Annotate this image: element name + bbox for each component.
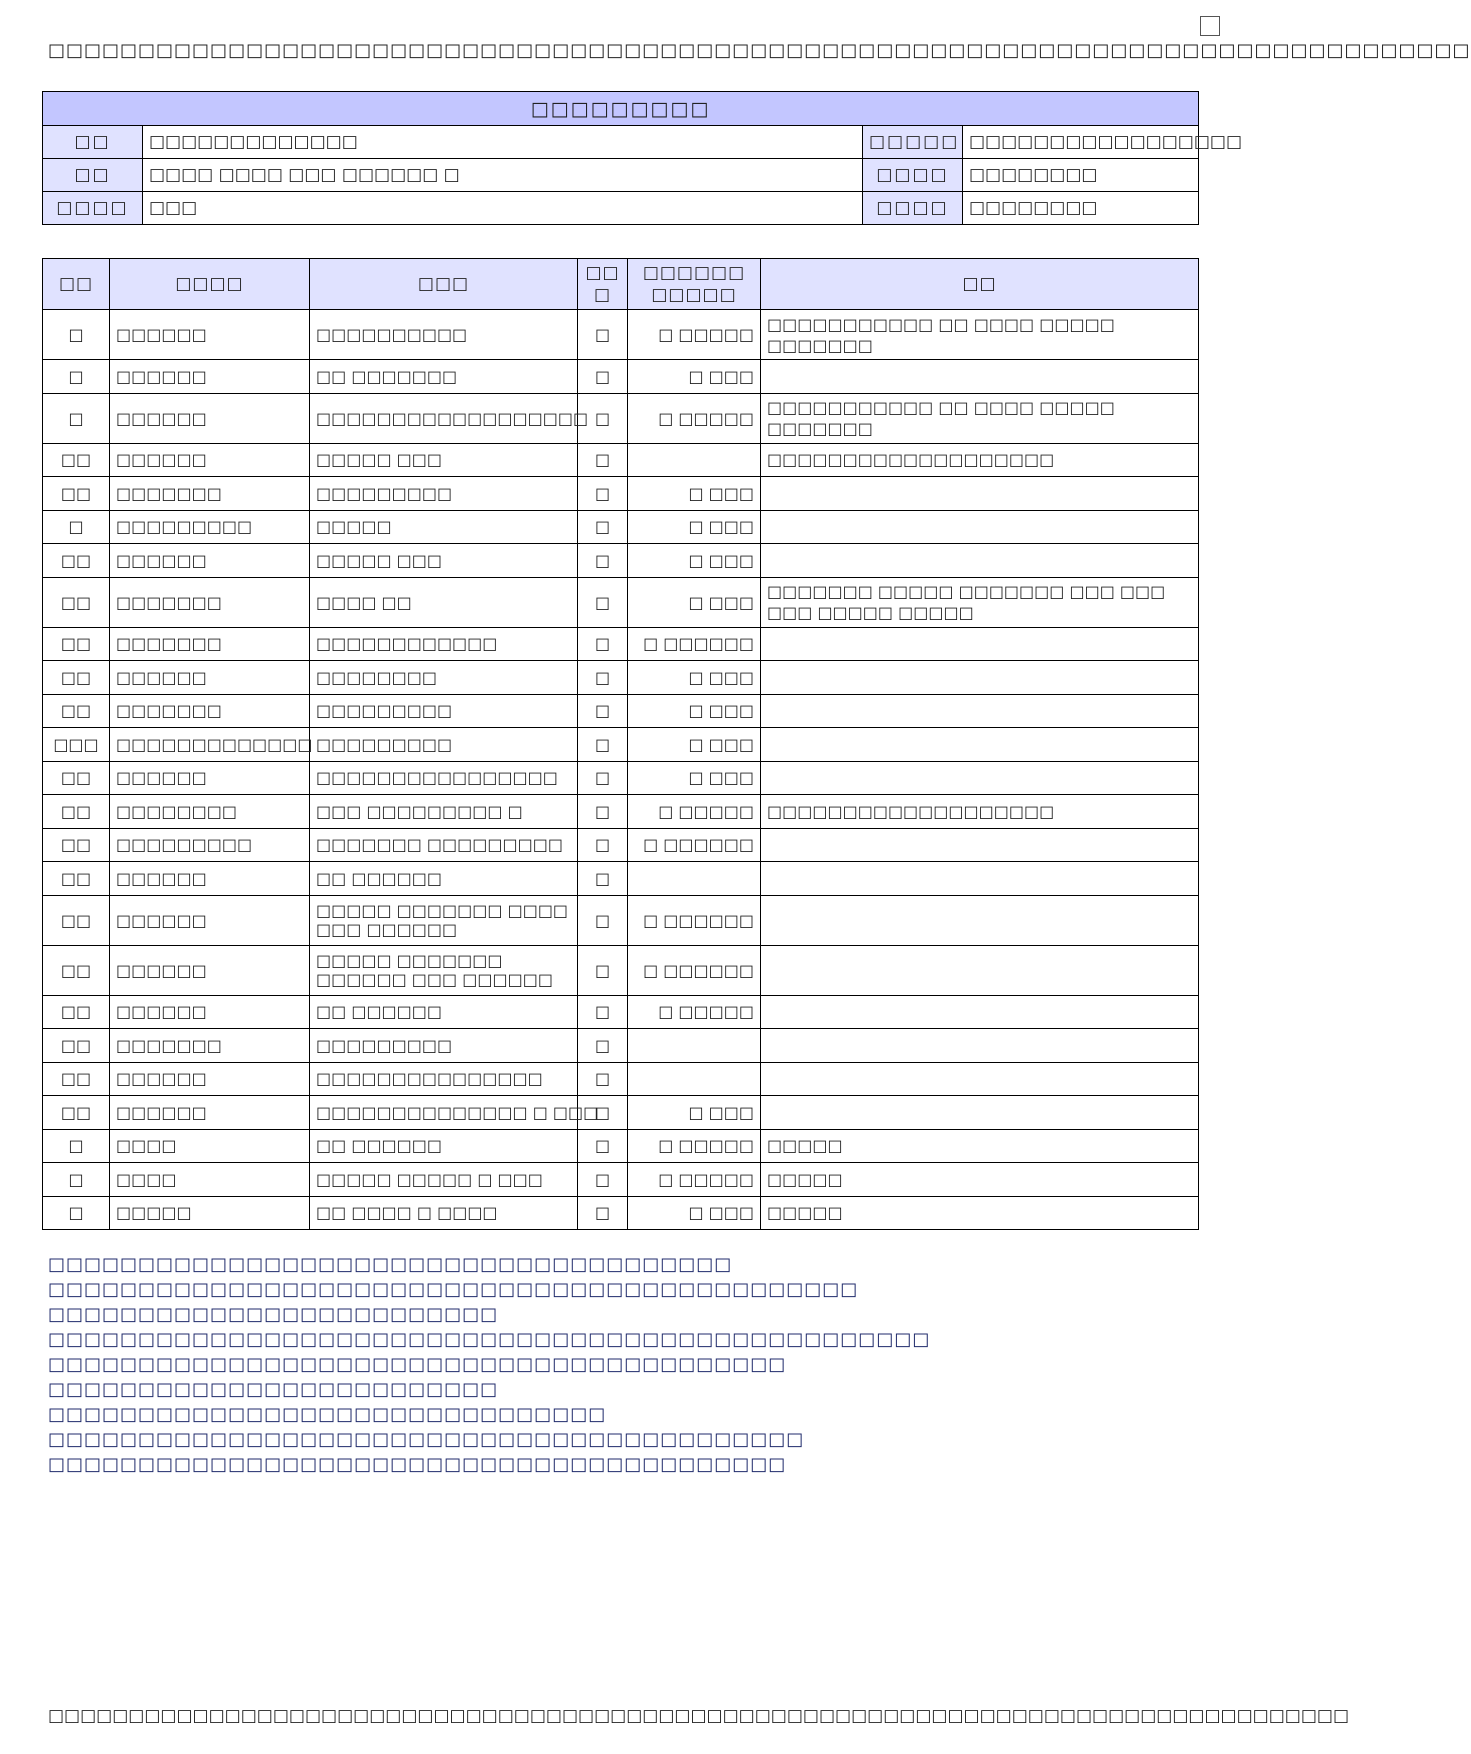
row-code: □□□□□□ [110,995,310,1029]
row-code: □□□□□□□□□ [110,828,310,862]
table-row [43,795,1199,829]
row-index: □□ [43,995,110,1029]
info-label: □□ [43,126,143,159]
row-code: □□□□□□□□ [110,795,310,829]
row-note [761,360,1199,394]
row-code: □□□□□□□ [110,477,310,511]
row-name: □□ □□□□□□□ [310,360,578,394]
row-note [761,477,1199,511]
data-table [42,258,1199,1230]
row-index: □□ [43,544,110,578]
row-name: □□ □□□□□□ [310,1129,578,1163]
note-line: □□□□□□□□□□□□□□□□□□□□□□□□□ [48,1304,499,1325]
row-note [761,1096,1199,1130]
row-code: □□□□ [110,1129,310,1163]
row-note [761,544,1199,578]
row-index: □□ [43,1062,110,1096]
note-line: □□□□□□□□□□□□□□□□□□□□□□□□□□□□□□□□□□□□□□□□□ [48,1354,787,1375]
row-name: □□□□□□□□□□□□□□□□ [310,761,578,795]
info-value: □□□□□□□□□□□□□ [143,126,863,159]
table-row [43,443,1199,477]
column-header: □□□ [310,259,578,310]
row-mark: □ [578,945,628,995]
row-code: □□□□□□ [110,310,310,360]
info-value: □□□□□□□□□□□□□□□□□ [963,126,1199,159]
table-row [43,1196,1199,1230]
note-line: □□□□□□□□□□□□□□□□□□□□□□□□□□□□□□□□□□□□□□□□□□ [48,1429,805,1450]
table-row [43,393,1199,443]
row-name: □□□□□ □□□ [310,443,578,477]
info-label: □□□□ [863,159,963,192]
row-note [761,945,1199,995]
row-name: □□□□ □□ [310,577,578,627]
row-code: □□□□□□□ [110,1029,310,1063]
row-mark: □ [578,1096,628,1130]
row-index: □□ [43,761,110,795]
row-code: □□□□□□ [110,443,310,477]
info-value: □□□□□□□□ [963,159,1199,192]
row-code: □□□□□□□□□□□□□ [110,728,310,762]
row-name: □□□□□ □□□□□ □ □□□ [310,1163,578,1197]
corner-mark [1200,16,1220,36]
row-index: □ [43,310,110,360]
table-row [43,694,1199,728]
note-line: □□□□□□□□□□□□□□□□□□□□□□□□□□□□□□□ [48,1404,607,1425]
row-index: □□ [43,443,110,477]
row-note [761,510,1199,544]
row-index: □□ [43,895,110,945]
table-row [43,761,1199,795]
table-row [43,1129,1199,1163]
row-index: □ [43,393,110,443]
row-name: □□□□□□□□□□□□□□□□□□ [310,393,578,443]
row-value: □ □□□ [628,694,761,728]
row-value: □ □□□□□ [628,795,761,829]
row-name: □□□□□□□□□ [310,728,578,762]
row-index: □ [43,1163,110,1197]
info-row [43,159,1199,192]
row-name: □□ □□□□□□ [310,862,578,896]
info-row [43,126,1199,159]
note-line: □□□□□□□□□□□□□□□□□□□□□□□□□□□□□□□□□□□□□□ [48,1254,733,1275]
table-header-row [43,259,1199,310]
row-name: □□□□□□□□ [310,661,578,695]
row-note: □□□□□ [761,1196,1199,1230]
row-name: □□□□□□□□□□□□ [310,627,578,661]
info-value: □□□□ □□□□ □□□ □□□□□□ □ [143,159,863,192]
row-name: □□□□□□□□□ [310,1029,578,1063]
row-index: □ [43,510,110,544]
row-note [761,995,1199,1029]
document-footer: □□□□□□□□□□□□□□□□□□□□□□□□□□□□□□□□□□□□□□□□□□□□□□□□□□□□□□□□□□□□□□□□□□□□□□□□□□□□□□□□□ [48,1706,1350,1726]
row-note: □□□□□□□□□□□□□□□□□□□ [761,795,1199,829]
row-index: □□ [43,862,110,896]
row-note: □□□□□ [761,1163,1199,1197]
row-note [761,694,1199,728]
table-row [43,728,1199,762]
row-value: □ □□□□□□ [628,627,761,661]
row-mark: □ [578,728,628,762]
info-label: □□□□□ [863,126,963,159]
table-row [43,310,1199,360]
row-name: □□□□□□□□□ [310,694,578,728]
table-row [43,577,1199,627]
row-note: □□□□□□□□□□□□□□□□□□□ [761,443,1199,477]
table-row [43,895,1199,945]
row-value: □ □□□□□ [628,310,761,360]
row-index: □□ [43,477,110,511]
row-name: □□□□□ [310,510,578,544]
row-value: □ □□□□□ [628,1129,761,1163]
row-value [628,1029,761,1063]
row-note [761,728,1199,762]
table-row [43,477,1199,511]
row-index: □□ [43,828,110,862]
note-line: □□□□□□□□□□□□□□□□□□□□□□□□□□□□□□□□□□□□□□□□□□□□□□□□□ [48,1329,931,1350]
row-name: □□□□□ □□□□□□□ □□□□□□ □□□ □□□□□□ [310,945,578,995]
column-header: □□ [761,259,1199,310]
row-index: □□ [43,795,110,829]
row-index: □□ [43,627,110,661]
row-name: □□□□□□□□□□ [310,310,578,360]
document-header: □□□□□□□□□□□□□□□□□□□□□□□□□□□□□□□□□□□□□□□□□□□□□□□□□□□□□□□□□□□□□□□□□□□□□□□□□□□□□□□ [48,40,1471,61]
row-code: □□□□□□□ [110,577,310,627]
row-value: □ □□□□□□ [628,945,761,995]
note-line: □□□□□□□□□□□□□□□□□□□□□□□□□□□□□□□□□□□□□□□□□ [48,1454,787,1475]
row-mark: □ [578,393,628,443]
row-note [761,1062,1199,1096]
table-row [43,544,1199,578]
row-index: □ [43,1196,110,1230]
row-name: □□□□□□□□□ [310,477,578,511]
note-line: □□□□□□□□□□□□□□□□□□□□□□□□□□□□□□□□□□□□□□□□□□□□□ [48,1279,859,1300]
row-note [761,895,1199,945]
table-row [43,828,1199,862]
row-value: □ □□□□□ [628,393,761,443]
row-value: □ □□□□□ [628,995,761,1029]
row-note [761,862,1199,896]
row-note [761,761,1199,795]
row-name: □□ □□□□□□ [310,995,578,1029]
table-row [43,1062,1199,1096]
row-mark: □ [578,895,628,945]
table-row [43,360,1199,394]
row-mark: □ [578,1129,628,1163]
row-value: □ □□□ [628,1196,761,1230]
column-header: □□ □ [578,259,628,310]
row-code: □□□□□□ [110,862,310,896]
row-mark: □ [578,443,628,477]
row-index: □□ [43,694,110,728]
row-code: □□□□□□ [110,895,310,945]
row-code: □□□□□□ [110,1062,310,1096]
row-code: □□□□□□□ [110,627,310,661]
row-value: □ □□□□□ [628,1163,761,1197]
row-value: □ □□□ [628,510,761,544]
row-value [628,1062,761,1096]
row-code: □□□□□□ [110,661,310,695]
row-mark: □ [578,1163,628,1197]
row-index: □□ [43,661,110,695]
row-mark: □ [578,627,628,661]
column-header: □□□□ [110,259,310,310]
row-mark: □ [578,795,628,829]
column-header: □□□□□□ □□□□□ [628,259,761,310]
row-value: □ □□□ [628,360,761,394]
table-row [43,661,1199,695]
row-mark: □ [578,310,628,360]
row-name: □□□□□ □□□ [310,544,578,578]
row-note [761,627,1199,661]
info-table-title: □□□□□□□□□ [43,92,1199,126]
row-index: □ [43,1129,110,1163]
row-note [761,661,1199,695]
table-row [43,1029,1199,1063]
row-index: □ [43,360,110,394]
info-label: □□□□ [43,192,143,225]
table-row [43,862,1199,896]
row-code: □□□□□□ [110,761,310,795]
row-mark: □ [578,694,628,728]
row-mark: □ [578,995,628,1029]
row-code: □□□□□□□□□ [110,510,310,544]
row-index: □□ [43,945,110,995]
row-index: □□ [43,1029,110,1063]
row-code: □□□□□□ [110,544,310,578]
row-value [628,443,761,477]
row-note: □□□□□ [761,1129,1199,1163]
row-note [761,828,1199,862]
table-row [43,995,1199,1029]
note-line: □□□□□□□□□□□□□□□□□□□□□□□□□ [48,1379,499,1400]
notes-block [48,1252,1148,1477]
row-value: □ □□□□□□ [628,828,761,862]
row-mark: □ [578,661,628,695]
row-name: □□□□□□□□□□□□□□ □ □□□ [310,1096,578,1130]
row-mark: □ [578,477,628,511]
row-mark: □ [578,761,628,795]
row-index: □□□ [43,728,110,762]
row-value: □ □□□ [628,728,761,762]
info-table [42,91,1243,225]
row-name: □□ □□□□ □ □□□□ [310,1196,578,1230]
row-mark: □ [578,360,628,394]
row-mark: □ [578,577,628,627]
row-value: □ □□□ [628,477,761,511]
row-note [761,1029,1199,1063]
row-value: □ □□□ [628,544,761,578]
table-row [43,510,1199,544]
row-mark: □ [578,1196,628,1230]
info-row [43,192,1199,225]
row-code: □□□□□ [110,1196,310,1230]
row-value [628,862,761,896]
table-row [43,945,1199,995]
row-code: □□□□□□ [110,945,310,995]
table-row [43,1163,1199,1197]
row-name: □□□ □□□□□□□□□ □ [310,795,578,829]
row-index: □□ [43,577,110,627]
row-code: □□□□□□ [110,393,310,443]
info-value: □□□ [143,192,863,225]
row-index: □□ [43,1096,110,1130]
row-code: □□□□□□ [110,360,310,394]
row-mark: □ [578,862,628,896]
row-note: □□□□□□□ □□□□□ □□□□□□□ □□□ □□□ □□□ □□□□□ □□□□□ [761,577,1199,627]
row-mark: □ [578,544,628,578]
info-label: □□ [43,159,143,192]
row-value: □ □□□ [628,1096,761,1130]
row-name: □□□□□□□ □□□□□□□□□ [310,828,578,862]
row-code: □□□□ [110,1163,310,1197]
table-row [43,1096,1199,1130]
row-value: □ □□□ [628,577,761,627]
row-note: □□□□□□□□□□□ □□ □□□□ □□□□□ □□□□□□□ [761,393,1199,443]
row-name: □□□□□□□□□□□□□□□ [310,1062,578,1096]
row-mark: □ [578,510,628,544]
column-header: □□ [43,259,110,310]
row-mark: □ [578,1029,628,1063]
row-code: □□□□□□ [110,1096,310,1130]
row-mark: □ [578,828,628,862]
row-value: □ □□□ [628,661,761,695]
row-value: □ □□□ [628,761,761,795]
table-row [43,627,1199,661]
info-value: □□□□□□□□ [963,192,1199,225]
row-note: □□□□□□□□□□□ □□ □□□□ □□□□□ □□□□□□□ [761,310,1199,360]
row-value: □ □□□□□□ [628,895,761,945]
info-label: □□□□ [863,192,963,225]
row-code: □□□□□□□ [110,694,310,728]
row-name: □□□□□ □□□□□□□ □□□□ □□□ □□□□□□ [310,895,578,945]
row-mark: □ [578,1062,628,1096]
